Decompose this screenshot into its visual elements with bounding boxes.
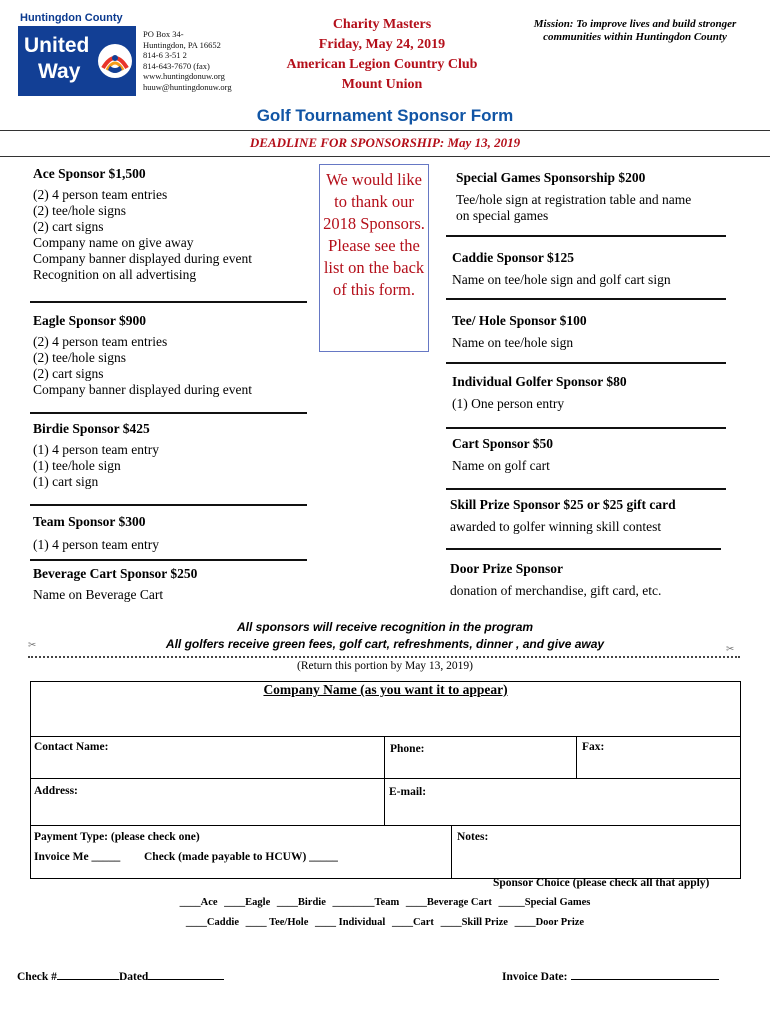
payment-type-field[interactable] bbox=[30, 825, 452, 879]
eagle-sponsor-tier bbox=[33, 313, 308, 398]
contact-name-label: Contact Name: bbox=[34, 741, 109, 753]
tier-line: Name on tee/hole sign bbox=[452, 335, 574, 350]
contact-line: www.huntingdonuw.org bbox=[143, 71, 225, 82]
tier-line: (2) cart signs bbox=[33, 366, 104, 381]
tier-line: Name on tee/hole sign and golf cart sign bbox=[452, 272, 671, 287]
choice-door-prize[interactable]: ____Door Prize bbox=[514, 917, 585, 928]
sponsor-thanks-box: We would like to thank our 2018 Sponsors. Please see the list on the back of this form. bbox=[319, 164, 429, 352]
phone-label: Phone: bbox=[390, 743, 425, 755]
tier-body bbox=[456, 192, 736, 224]
event-name: Charity Masters bbox=[332, 17, 432, 32]
tier-title: Special Games Sponsorship $200 bbox=[456, 170, 646, 185]
event-town: Mount Union bbox=[341, 77, 423, 92]
tier-divider bbox=[446, 235, 726, 237]
contact-line: Huntingdon, PA 16652 bbox=[143, 39, 221, 50]
tier-line: Company banner displayed during event bbox=[33, 251, 252, 266]
choice-tee-hole[interactable]: ____ Tee/Hole bbox=[245, 917, 309, 928]
choice-ace[interactable]: ____Ace bbox=[179, 897, 218, 908]
tier-line: (2) tee/hole signs bbox=[33, 350, 126, 365]
special-games-sponsor-tier bbox=[456, 170, 736, 224]
contact-line: 814-643-7670 (fax) bbox=[143, 60, 210, 71]
company-name-field[interactable] bbox=[30, 681, 741, 737]
tier-body bbox=[452, 335, 732, 351]
sponsor-choice-row bbox=[160, 897, 610, 908]
tier-line: Name on golf cart bbox=[452, 458, 550, 473]
choice-skill-prize[interactable]: ____Skill Prize bbox=[440, 917, 508, 928]
tier-line: (2) cart signs bbox=[33, 219, 104, 234]
tier-line: (1) One person entry bbox=[452, 396, 565, 411]
tier-line: awarded to golfer winning skill contest bbox=[450, 519, 662, 534]
tier-divider bbox=[446, 427, 726, 429]
tier-line: (1) cart sign bbox=[33, 474, 99, 489]
tee-hole-sponsor-tier bbox=[452, 313, 732, 351]
tier-divider bbox=[30, 412, 307, 414]
birdie-sponsor-tier bbox=[33, 421, 308, 490]
sponsor-choice-row bbox=[160, 917, 610, 928]
individual-golfer-sponsor-tier bbox=[452, 374, 732, 412]
tier-divider bbox=[446, 488, 726, 490]
tier-body bbox=[33, 334, 308, 398]
recognition-line: All sponsors will receive recognition in the program bbox=[236, 620, 534, 634]
tier-divider bbox=[30, 504, 307, 506]
tier-body bbox=[452, 458, 732, 474]
tier-body bbox=[450, 519, 740, 535]
check-number-label: Check # bbox=[17, 971, 57, 983]
tier-line: donation of merchandise, gift card, etc. bbox=[450, 583, 662, 598]
check-option[interactable]: Check (made payable to HCUW) _____ bbox=[144, 851, 338, 863]
invoice-date-blank[interactable] bbox=[571, 969, 719, 980]
invoice-date-label: Invoice Date: bbox=[502, 971, 568, 983]
choice-caddie[interactable]: ____Caddie bbox=[185, 917, 240, 928]
tier-title: Ace Sponsor $1,500 bbox=[33, 166, 146, 181]
choice-individual[interactable]: ____ Individual bbox=[314, 917, 386, 928]
ace-sponsor-tier bbox=[33, 166, 308, 283]
email-label: E-mail: bbox=[389, 786, 427, 798]
contact-line: huuw@huntingdonuw.org bbox=[143, 81, 232, 92]
door-prize-sponsor-tier bbox=[450, 561, 730, 599]
recognition-note bbox=[0, 619, 770, 653]
tier-line: Company name on give away bbox=[33, 235, 194, 250]
tier-body bbox=[33, 537, 308, 553]
tier-divider bbox=[446, 298, 726, 300]
tier-divider bbox=[30, 559, 307, 561]
tier-body bbox=[452, 272, 732, 288]
tier-body bbox=[33, 587, 308, 603]
contact-line: PO Box 34- bbox=[143, 29, 184, 39]
tier-line: (1) tee/hole sign bbox=[33, 458, 121, 473]
tier-line: (1) 4 person team entry bbox=[33, 442, 159, 457]
contact-block bbox=[143, 29, 232, 93]
email-field[interactable] bbox=[384, 778, 741, 826]
tier-body bbox=[33, 442, 308, 490]
choice-birdie[interactable]: ____Birdie bbox=[276, 897, 326, 908]
choice-beverage-cart[interactable]: ____Beverage Cart bbox=[405, 897, 492, 908]
deadline-rule bbox=[0, 156, 770, 157]
contact-line: 814-6 3-51 2 bbox=[143, 50, 187, 61]
address-label: Address: bbox=[34, 785, 78, 797]
cut-line bbox=[28, 656, 740, 658]
deadline-text: DEADLINE FOR SPONSORSHIP: May 13, 2019 bbox=[249, 135, 521, 150]
mission-statement: Mission: To improve lives and build stronger communities within Huntingdon County bbox=[533, 18, 737, 43]
tier-line: (2) 4 person team entries bbox=[33, 187, 168, 202]
payment-type-label: Payment Type: (please check one) bbox=[34, 831, 200, 843]
tier-title: Cart Sponsor $50 bbox=[452, 436, 554, 451]
tier-title: Caddie Sponsor $125 bbox=[452, 250, 575, 265]
dated-label: Dated bbox=[118, 971, 149, 983]
cart-sponsor-tier bbox=[452, 436, 732, 474]
logo-county-text: Huntingdon County bbox=[20, 12, 123, 24]
page-title: Golf Tournament Sponsor Form bbox=[256, 106, 514, 125]
tier-title: Beverage Cart Sponsor $250 bbox=[33, 566, 198, 581]
phone-field[interactable] bbox=[384, 736, 577, 779]
tier-divider bbox=[30, 301, 307, 303]
logo-word-united: United bbox=[24, 34, 90, 57]
address-field[interactable] bbox=[30, 778, 385, 826]
tier-line: Company banner displayed during event bbox=[33, 382, 252, 397]
event-venue: American Legion Country Club bbox=[286, 57, 478, 72]
event-info bbox=[262, 15, 502, 95]
tier-line: Recognition on all advertising bbox=[33, 267, 197, 282]
invoice-date-field[interactable] bbox=[502, 969, 719, 983]
dated-blank[interactable] bbox=[148, 969, 224, 980]
tier-divider bbox=[446, 362, 726, 364]
tier-title: Skill Prize Sponsor $25 or $25 gift card bbox=[450, 497, 676, 512]
skill-prize-sponsor-tier bbox=[450, 497, 740, 535]
check-number-field[interactable] bbox=[17, 969, 224, 983]
trademark-mark: TM bbox=[128, 98, 137, 104]
tier-body bbox=[33, 187, 308, 283]
scissors-icon: ✂ bbox=[28, 640, 37, 651]
hand-person-rainbow-icon bbox=[98, 44, 132, 78]
recognition-line: All golfers receive green fees, golf cart, refreshments, dinner , and give away bbox=[165, 637, 605, 651]
tier-body bbox=[450, 583, 730, 599]
tier-line: on special games bbox=[456, 208, 549, 223]
tier-line: Tee/hole sign at registration table and name bbox=[456, 192, 692, 207]
fax-field[interactable] bbox=[576, 736, 741, 779]
tier-line: (2) 4 person team entries bbox=[33, 334, 168, 349]
team-sponsor-tier bbox=[33, 514, 308, 553]
tier-title: Team Sponsor $300 bbox=[33, 514, 146, 529]
tier-line: (2) tee/hole signs bbox=[33, 203, 126, 218]
choice-eagle[interactable]: ____Eagle bbox=[224, 897, 271, 908]
caddie-sponsor-tier bbox=[452, 250, 732, 288]
choice-special-games[interactable]: _____Special Games bbox=[498, 897, 591, 908]
choice-team[interactable]: ________Team bbox=[332, 897, 400, 908]
company-name-label: Company Name (as you want it to appear) bbox=[263, 682, 508, 697]
event-date: Friday, May 24, 2019 bbox=[318, 37, 446, 52]
invoice-me-option[interactable]: Invoice Me _____ bbox=[34, 851, 121, 863]
tier-title: Door Prize Sponsor bbox=[450, 561, 563, 576]
contact-name-field[interactable] bbox=[30, 736, 385, 779]
tier-title: Eagle Sponsor $900 bbox=[33, 313, 147, 328]
sponsor-choice-title: Sponsor Choice (please check all that apply) bbox=[493, 877, 710, 889]
title-rule bbox=[0, 130, 770, 131]
logo-word-way: Way bbox=[38, 60, 81, 83]
tier-line: Name on Beverage Cart bbox=[33, 587, 164, 602]
logo-box bbox=[18, 26, 137, 104]
tier-body bbox=[452, 396, 732, 412]
tier-line: (1) 4 person team entry bbox=[33, 537, 159, 552]
beverage-cart-sponsor-tier bbox=[33, 566, 308, 603]
notes-label: Notes: bbox=[457, 831, 489, 843]
return-note: (Return this portion by May 13, 2019) bbox=[297, 660, 473, 672]
fax-label: Fax: bbox=[582, 741, 605, 753]
united-way-logo bbox=[18, 12, 138, 104]
tier-title: Tee/ Hole Sponsor $100 bbox=[452, 313, 587, 328]
tier-divider bbox=[446, 548, 721, 550]
tier-title: Individual Golfer Sponsor $80 bbox=[452, 374, 627, 389]
choice-cart[interactable]: ____Cart bbox=[391, 917, 434, 928]
tier-title: Birdie Sponsor $425 bbox=[33, 421, 150, 436]
notes-field[interactable] bbox=[451, 825, 741, 879]
check-number-blank[interactable] bbox=[57, 969, 119, 980]
scissors-icon: ✂ bbox=[726, 644, 735, 655]
